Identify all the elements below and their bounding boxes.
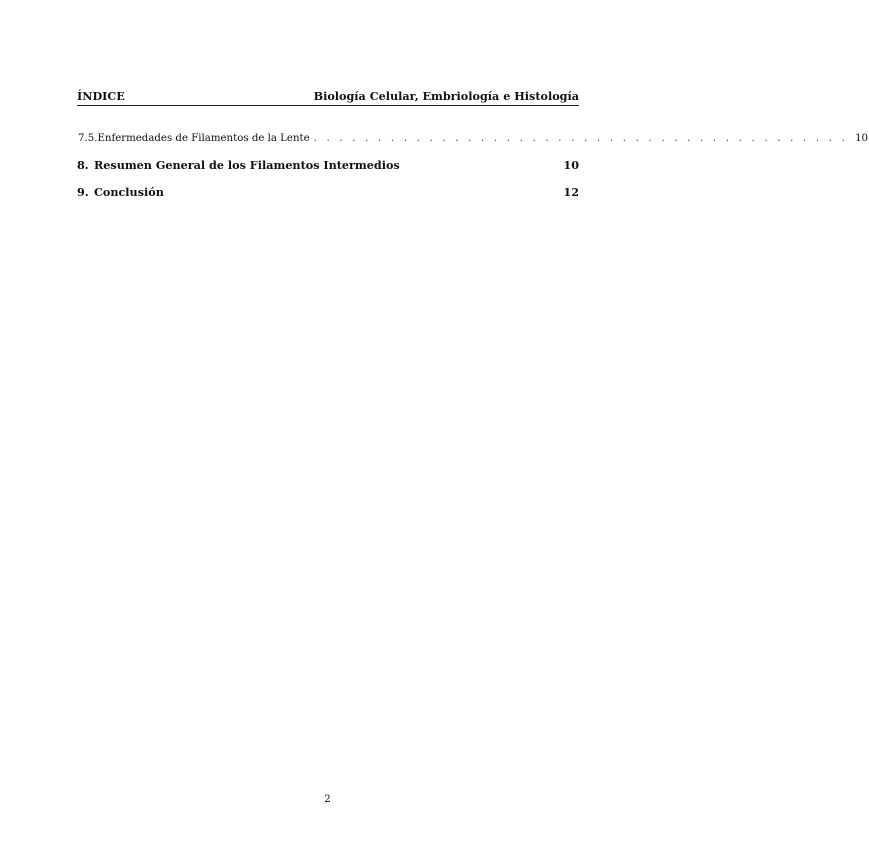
toc-entry-7-5[interactable] xyxy=(77,132,869,146)
toc-entry-page: 12 xyxy=(563,185,579,199)
toc-entry-page: 10 xyxy=(855,133,869,144)
toc-entry-title: Conclusión xyxy=(94,185,164,199)
page-number: 2 xyxy=(324,794,331,805)
toc-entry-number: 8. xyxy=(77,158,89,172)
toc-entry-number: 7.5. xyxy=(78,133,98,144)
header-document-title: Biología Celular, Embriología e Histología xyxy=(313,89,579,103)
toc-entry-page: 10 xyxy=(563,158,579,172)
header-section-title: ÍNDICE xyxy=(77,89,125,103)
toc-dot-leader: . . . . . . . . . . . . . . . . . . . . . . . . . . . . . . . . . . . . . . . . . . xyxy=(313,133,849,144)
running-header xyxy=(77,89,579,106)
toc-entry-title: Resumen General de los Filamentos Intermedios xyxy=(94,158,400,172)
toc-entry-9[interactable] xyxy=(77,185,579,199)
toc-entry-8[interactable] xyxy=(77,158,579,172)
toc-entry-number: 9. xyxy=(77,185,89,199)
toc-entry-title: Enfermedades de Filamentos de la Lente xyxy=(97,133,310,144)
